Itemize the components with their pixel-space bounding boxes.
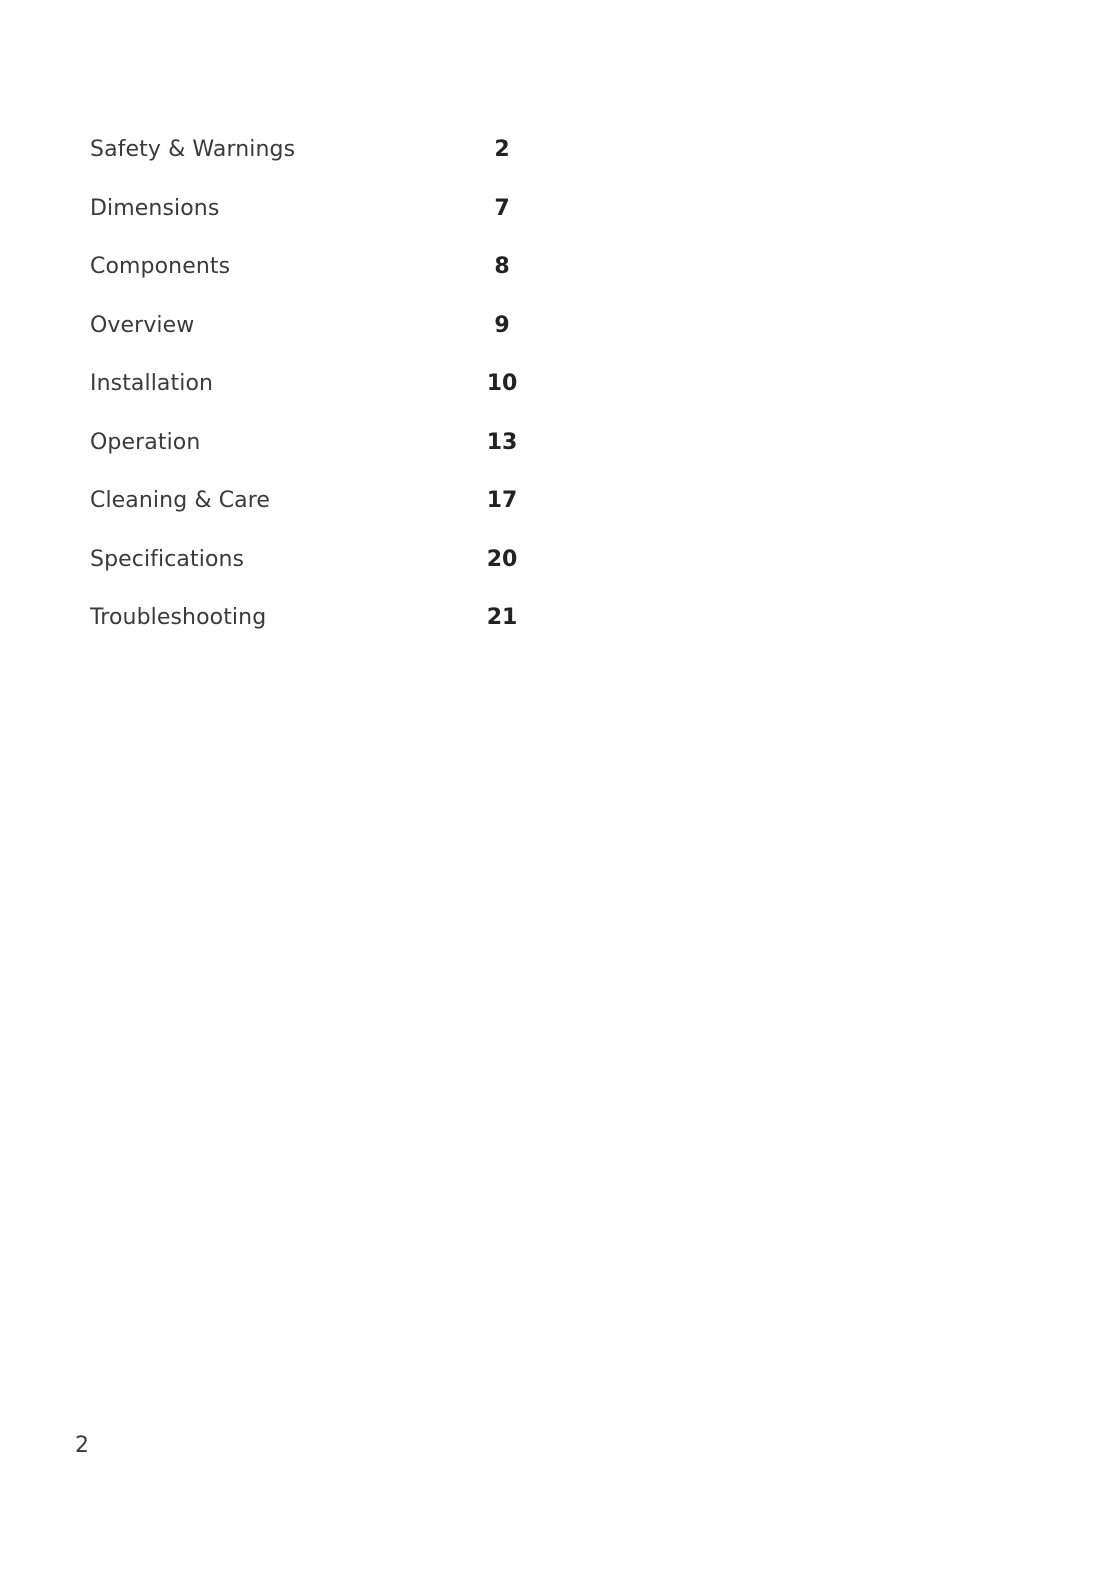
toc-entry-page: 9 <box>494 312 510 338</box>
toc-entry-title: Troubleshooting <box>90 605 267 630</box>
toc-entry-specifications[interactable] <box>90 540 530 599</box>
toc-entry-page: 13 <box>486 429 518 455</box>
toc-entry-title: Dimensions <box>90 195 220 221</box>
toc-entry-installation[interactable] <box>90 364 530 423</box>
toc-entry-page: 7 <box>494 195 510 221</box>
toc-entry-page: 8 <box>494 254 510 279</box>
toc-entry-title: Operation <box>90 429 201 455</box>
toc-entry-title: Safety & Warnings <box>90 137 296 162</box>
toc-entry-title: Overview <box>90 312 195 338</box>
toc-entry-title: Components <box>90 254 231 279</box>
toc-entry-page: 21 <box>486 605 518 630</box>
toc-entry-title: Cleaning & Care <box>90 488 271 513</box>
toc-entry-operation[interactable] <box>90 423 530 482</box>
toc-entry-troubleshooting[interactable] <box>90 598 530 657</box>
toc-entry-page: 20 <box>486 546 518 572</box>
toc-entry-title: Installation <box>90 371 214 396</box>
toc-entry-components[interactable] <box>90 247 530 306</box>
page-number: 2 <box>75 1433 89 1458</box>
toc-entry-safety-warnings[interactable] <box>90 130 530 189</box>
toc-entry-page: 17 <box>486 488 518 513</box>
toc-entry-dimensions[interactable] <box>90 189 530 248</box>
toc-entry-page: 2 <box>494 137 510 162</box>
toc-entry-title: Specifications <box>90 546 245 572</box>
toc-entry-overview[interactable] <box>90 306 530 365</box>
toc-entry-cleaning-care[interactable] <box>90 481 530 540</box>
toc-entry-page: 10 <box>486 371 518 396</box>
table-of-contents <box>90 130 530 657</box>
